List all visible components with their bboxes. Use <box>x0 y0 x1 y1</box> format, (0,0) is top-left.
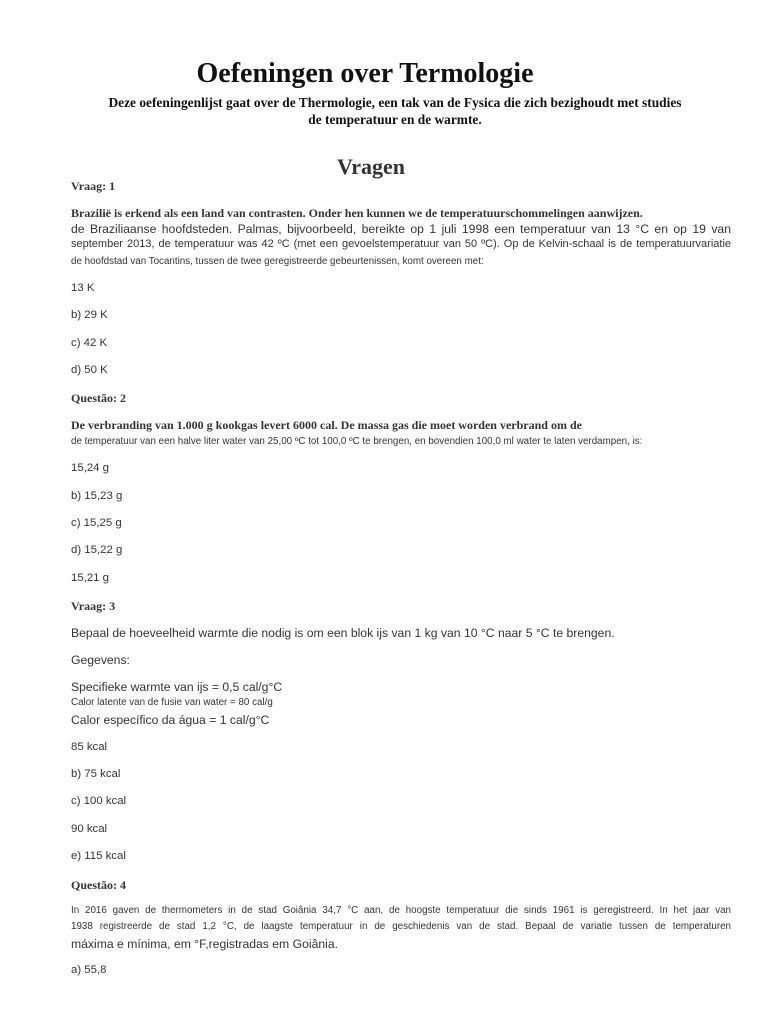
question-3-label: Vraag: 3 <box>71 599 116 613</box>
question-1-label: Vraag: 1 <box>71 179 116 193</box>
question-3-option: 90 kcal <box>71 823 108 835</box>
question-2-option: c) 15,25 g <box>71 517 122 529</box>
question-3-data-3: Calor específico da água = 1 cal/g°C <box>71 713 270 727</box>
subtitle-line-1: Deze oefeningenlijst gaat over de Thermologie, een tak van de Fysica die zich bezighoudt met studies <box>108 95 682 110</box>
question-4-option: a) 55,8 <box>71 964 107 976</box>
question-1-option: b) 29 K <box>71 309 108 321</box>
question-2-line-1: de temperatuur van een halve liter water van 25,00 ºC tot 100,0 ºC te brengen, en bovendien 100,0 ml water te laten verdampen, is: <box>71 436 643 447</box>
section-heading: Vragen <box>336 154 406 179</box>
question-3-data-1: Specifieke warmte van ijs = 0,5 cal/g°C <box>71 680 283 694</box>
question-2-lead: De verbranding van 1.000 g kookgas levert 6000 cal. De massa gas die moet worden verbrand om de <box>71 418 582 432</box>
question-2-label: Questão: 2 <box>71 391 126 405</box>
question-4-label: Questão: 4 <box>71 878 126 892</box>
question-1-lead: Brazilië is erkend als een land van contrasten. Onder hen kunnen we de temperatuurschommelingen aanwijzen. <box>71 206 643 220</box>
question-2-option: 15,24 g <box>71 462 110 474</box>
question-1-line-2: september 2013, de temperatuur was 42 ºC (met een gevoelstemperatuur van 50 ºC). Op de Kelvin-schaal is de temperatuurvariatie <box>71 238 731 250</box>
question-3-option: e) 115 kcal <box>71 850 126 862</box>
question-3-line-1: Bepaal de hoeveelheid warmte die nodig is om een blok ijs van 1 kg van 10 °C naar 5 °C te brengen. <box>71 626 615 640</box>
subtitle-line-2: de temperatuur en de warmte. <box>308 112 482 127</box>
question-3-given: Gegevens: <box>71 653 130 667</box>
question-2-option: d) 15,22 g <box>71 544 123 556</box>
question-1-option: d) 50 K <box>71 364 108 376</box>
question-4-line-2: 1938 registreerde de stad 1,2 °C, de laagste temperatuur in de geschiedenis van de stad. Bepaal de variatie tussen de temperaturen <box>71 921 731 932</box>
question-4-line-1: In 2016 gaven de thermometers in de stad Goiânia 34,7 °C aan, de hoogste temperatuur die sinds 1961 is geregistreerd. In het jaar van <box>71 905 731 916</box>
question-4-line-3: máxima e mínima, em °F,registradas em Goiânia. <box>71 937 338 951</box>
question-3-option: b) 75 kcal <box>71 768 121 780</box>
question-3-option: c) 100 kcal <box>71 795 127 807</box>
question-1-option: 13 K <box>71 282 95 294</box>
question-2-option: b) 15,23 g <box>71 490 123 502</box>
question-1-line-3: de hoofdstad van Tocantins, tussen de twee geregistreerde gebeurtenissen, komt overeen met: <box>71 256 484 267</box>
question-3-data-2: Calor latente van de fusie van water = 80 cal/g <box>71 697 273 708</box>
question-1-option: c) 42 K <box>71 337 108 349</box>
question-1-line-1: de Braziliaanse hoofdsteden. Palmas, bijvoorbeeld, bereikte op 1 juli 1998 een temperatuur van 13 °C en op 19 van <box>71 222 731 236</box>
question-2-option: 15,21 g <box>71 572 110 584</box>
page-title: Oefeningen over Termologie <box>196 58 534 89</box>
page-subtitle <box>70 94 720 128</box>
question-3-option: 85 kcal <box>71 741 108 753</box>
